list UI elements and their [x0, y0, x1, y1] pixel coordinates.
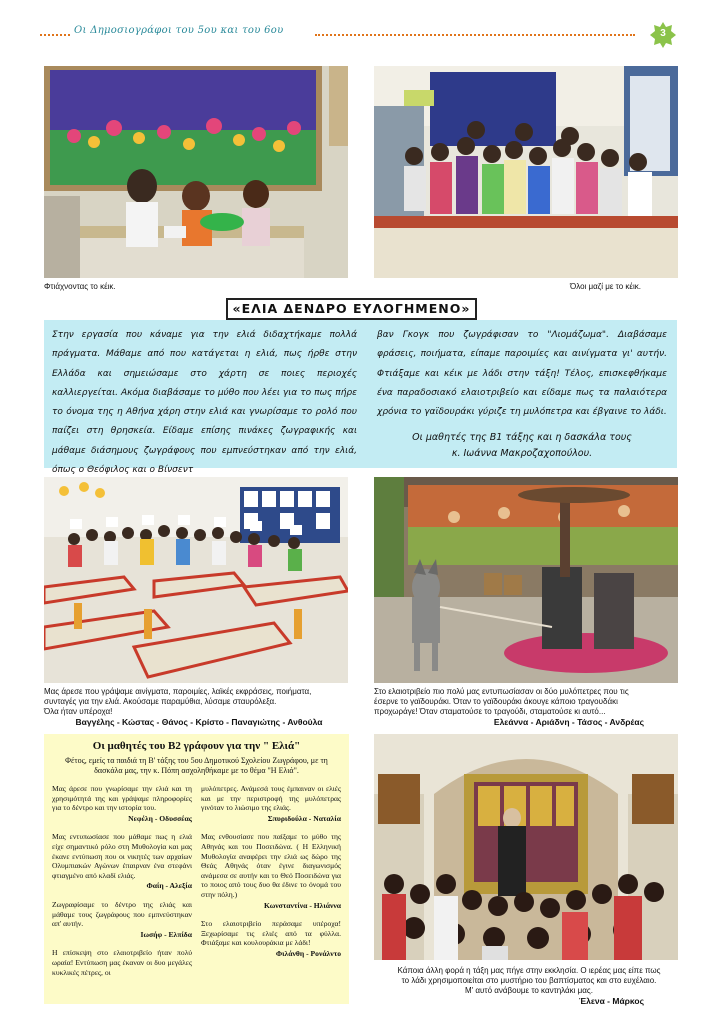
page-header [40, 22, 680, 50]
b2-paragraph [52, 900, 192, 939]
b2-paragraph-authors: Φιλάνθη - Ρονάλντο [275, 948, 341, 958]
b2-paragraph-text: Μας άρεσε που γνωρίσαμε την ελιά και τη χρησιμότητά της και γράψαμε πληροφορίες για το δέντρο και την ιστορία του. [52, 784, 192, 813]
b2-paragraph-text: μυλόπετρες. Ανάμεσά τους έμπαιναν οι ελιές και με την περιστροφή της μυλόπετρας γινόταν το λιώσιμο της ελιάς. [201, 784, 341, 813]
photo-classroom [44, 477, 348, 683]
photo-caption-classroom [44, 687, 354, 727]
caption-names: Έλενα - Μάρκος [578, 996, 644, 1006]
article-text-left: Στην εργασία που κάναμε για την ελιά διδαχτήκαμε πολλά πράγματα. Μάθαμε από που κατάγεται η ελιά, πως ήρθε στην Ελλάδα και σημειώσαμε στο χάρτη σε ποιες περιοχές καλλιεργείται. Ακόμα διαβάσαμε το μύθο που λέει για το πως πήρε το όνομα της η Αθήνα χάρη στην ελιά και γνωρίσαμε το ρολό που παίζει στη θρησκεία. Είδαμε επίσης πινάκες ζωγραφικής και μάθαμε διάσημους ζωγράφους που εμπνεύστηκαν από την ελιά, όπως ο Θεόφιλος και ο Βίνσεντ [52, 330, 357, 476]
b2-paragraph-text: Στο ελαιοτριβείο περάσαμε υπέροχα! Ξεχωρίσαμε τις ελιές από τα φύλλα. Φτιάξαμε και κουλουράκια με λάδι! [201, 919, 341, 948]
b2-article-box [44, 734, 349, 1004]
b2-paragraph-authors: Νεφέλη - Οδυσσέας [128, 813, 192, 823]
caption-line: Μας άρεσε που γράψαμε αινίγματα, παροιμίες, λαϊκές εκφράσεις, ποιήματα, [44, 687, 312, 696]
caption-line: προχωράγε! Όταν σταματούσε το τραγούδι, σταματούσε κι αυτό... [374, 707, 606, 716]
header-dotted-line-right [315, 34, 635, 36]
caption-line: Όλα ήταν υπέροχα! [44, 707, 113, 716]
article-signature-teacher: κ. Ιωάννα Μακροζαχοπούλου. [451, 448, 593, 459]
caption-line: Κάποια άλλη φορά η τάξη μας πήγε στην εκκλησία. Ο ιερέας μας είπε πως [397, 966, 661, 975]
photo-olive-press [374, 477, 678, 683]
b2-paragraph-authors: Φαίη - Αλεξία [146, 881, 192, 891]
b2-paragraph-text: Η επίσκεψη στο ελαιοτριβείο ήταν πολύ ωραία! Εντύπωση μας έκαναν οι δυο μεγάλες κυκλικές πέτρες, οι [52, 948, 192, 977]
b2-paragraph-authors: Κωνσταντίνα - Ηλιάννα [263, 900, 341, 910]
b2-paragraph-authors: Ιωσήφ - Ελπίδα [140, 929, 192, 939]
b2-column-right [201, 784, 341, 968]
header-title: Οι Δημοσιογράφοι του 5ου και του 6ου [74, 25, 284, 36]
b2-paragraph [201, 784, 341, 823]
photo-church-visit [374, 734, 678, 960]
b2-paragraph-text: Ζωγραφίσαμε το δέντρο της ελιάς και μάθαμε τους ζωγράφους που εμπνεύστηκαν απ' αυτήν. [52, 899, 192, 929]
caption-line: έσερνε το γαϊδουράκι. Όταν το γαϊδουράκι άκουγε κάποιο τραγουδάκι [374, 697, 618, 706]
b2-paragraph-authors: Σπυριδούλα - Ναταλία [267, 813, 341, 823]
caption-names: Ελεάννα - Αριάδνη - Τάσος - Ανδρέας [493, 717, 644, 727]
b2-paragraph [52, 832, 192, 891]
caption-line: συνταγές για την ελιά. Ακούσαμε παραμύθια, λύσαμε σταυρόλεξα. [44, 697, 277, 706]
caption-names: Βαγγέλης - Κώστας - Θάνος - Κρίστο - Παναγιώτης - Ανθούλα [75, 717, 323, 727]
b2-column-left [52, 784, 192, 986]
b2-intro: Φέτος, εμείς τα παιδιά τη Β' τάξης του 5ου Δημοτικού Σχολείου Ζωγράφου, με τη δασκάλα μας, την κ. Πόπη ασχοληθήκαμε με το θέμα "Η Ελιά". [65, 756, 328, 775]
b2-paragraph [201, 919, 341, 958]
photo-making-cake [44, 66, 348, 278]
b2-title: Οι μαθητές του Β2 γράφουν για την " Ελιά" [92, 740, 301, 752]
caption-line: Στο ελαιοτριβείο πιο πολύ μας εντυπωσίασαν οι δύο μυλόπετρες που τις [374, 687, 629, 696]
article-box [44, 320, 677, 476]
caption-line: Μ' αυτό ανάβουμε το καντηλάκι μας. [465, 986, 593, 995]
b2-paragraph-text: Μας εντυπωσίασε που μάθαμε πως η ελιά είχε σημαντικό ρόλο στη Μυθολογία και μας έκανε εντύπωση που οι νικητές των αρχαίων Ολυμπιακών Αγώνων έπαιρναν ένα στεφάνι φτιαγμένο από κλαδί ελιάς. [52, 832, 192, 880]
page-number: 3 [660, 28, 666, 39]
article-signature-class: Οι μαθητές της Β1 τάξης και η δασκάλα τους [412, 432, 632, 443]
caption-line: το λάδι χρησιμοποιείται στο μυστήριο του βαπτίσματος και στο ευχέλαιο. [401, 976, 657, 985]
header-dotted-line-left [40, 34, 70, 36]
photo-caption-olive-press [374, 687, 684, 727]
article-text-right: βαν Γκογκ που ζωγράφισαν το "Λιομάζωμα". Διαβάσαμε φράσεις, ποιήματα, είπαμε παροιμίες και αινίγματα γι' αυτήν. Φτιάξαμε και κέικ με λάδι στην τάξη! Τέλος, επισκεφθήκαμε ένα παραδοσιακό ελαιοτριβείο και είδαμε πως τα παλαιότερα χρόνια το γαϊδουράκι γύριζε τη μυλόπετρα και έβγαινε το λάδι. [377, 330, 667, 418]
photo-caption-cake: Φτιάχνοντας το κέικ. [44, 282, 116, 291]
page-number-badge [650, 22, 676, 48]
b2-paragraph [52, 948, 192, 977]
photo-caption-church [374, 966, 684, 1006]
article-title: «ΕΛΙΑ ΔΕΝΔΡΟ ΕΥΛΟΓΗΜΕΝΟ» [226, 298, 477, 320]
photo-caption-together: Όλοι μαζί με το κέικ. [570, 282, 641, 291]
b2-paragraph [201, 832, 341, 910]
b2-paragraph [52, 784, 192, 823]
b2-paragraph-text: Μας ενθουσίασε που παίξαμε το μύθο της Αθηνάς και του Ποσειδώνα. ( Η Ελληνική Μυθολογία αναφέρει την ελιά ως δώρο της Θεάς Αθηνάς όταν έγινε διαγωνισμός ανάμεσα σε αυτήν και το Θεό Ποσειδώνα για το ποιος από τους δυο θα έδινε το όνομά του στην πόλη.) [201, 832, 341, 899]
photo-all-together [374, 66, 678, 278]
